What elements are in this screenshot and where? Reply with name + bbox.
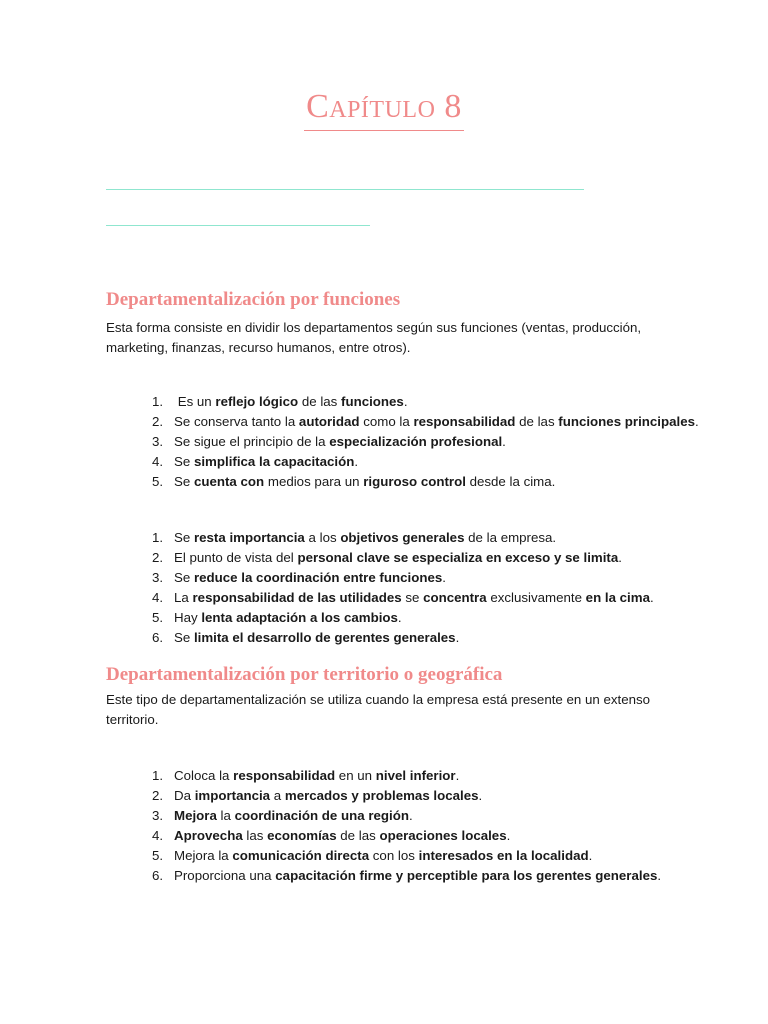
list-item [152, 432, 699, 452]
list-item-text: Da [174, 788, 195, 803]
chapter-title-block [0, 88, 768, 131]
list-item-number: 4. [152, 828, 164, 843]
list-item [152, 392, 699, 412]
divider-line-long [106, 189, 584, 190]
list-item-text: a los [304, 530, 341, 545]
emphasis-text: funciones [341, 394, 404, 409]
list-item-number: 1. [152, 530, 164, 545]
list-item-number: 1. [152, 394, 164, 409]
list-item-text: exclusivamente [486, 590, 586, 605]
emphasis-text: funciones principales [558, 414, 695, 429]
list-advantages-funciones [152, 392, 699, 492]
emphasis-text: comunicación directa [232, 848, 370, 863]
emphasis-text: limita el desarrollo de gerentes generales [193, 630, 456, 645]
list-item-number: 2. [152, 788, 164, 803]
list-item-text: . [649, 590, 654, 605]
emphasis-text: en la cima [585, 590, 650, 605]
list-item [152, 568, 654, 588]
emphasis-text: mercados y problemas locales [284, 788, 479, 803]
list-item-text: El punto de vista del [174, 550, 298, 565]
list-item-text: Se [174, 454, 194, 469]
list-item-text: Se [174, 530, 194, 545]
list-item-number: 2. [152, 414, 164, 429]
emphasis-text: resta importancia [193, 530, 305, 545]
list-item-text: con los [369, 848, 419, 863]
list-item-text: La [174, 590, 193, 605]
emphasis-text: autoridad [298, 414, 360, 429]
list-item [152, 826, 661, 846]
section-heading-territorio: Departamentalización por territorio o geográfica [106, 664, 503, 685]
list-item-number: 3. [152, 434, 164, 449]
emphasis-text: especialización profesional [329, 434, 503, 449]
emphasis-text: responsabilidad [233, 768, 336, 783]
list-item-number: 5. [152, 848, 164, 863]
intro-line: Esta forma consiste en dividir los departamentos según sus funciones (ventas, producción, [106, 320, 642, 335]
emphasis-text: riguroso control [363, 474, 466, 489]
list-item-text: Proporciona una [174, 868, 276, 883]
emphasis-text: Mejora [174, 808, 217, 823]
list-item-text: la [216, 808, 235, 823]
list-item-number: 2. [152, 550, 164, 565]
list-item-text: . [397, 610, 402, 625]
divider-line-short [106, 225, 370, 226]
section-intro-funciones [106, 318, 666, 358]
list-item-text: las [242, 828, 268, 843]
list-item-text: . [618, 550, 622, 565]
list-item-text: Se [174, 570, 194, 585]
list-item-text: . [657, 868, 662, 883]
intro-line: marketing, finanzas, recurso humanos, entre otros). [106, 340, 411, 355]
list-disadvantages-funciones [152, 528, 654, 648]
emphasis-text: operaciones locales [379, 828, 507, 843]
list-item [152, 608, 654, 628]
list-item-text: en un [335, 768, 376, 783]
section-heading-funciones: Departamentalización por funciones [106, 289, 401, 310]
list-item-text: . [442, 570, 446, 585]
list-item [152, 846, 661, 866]
list-item [152, 452, 699, 472]
emphasis-text: coordinación de una región [234, 808, 409, 823]
list-item-number: 4. [152, 454, 164, 469]
emphasis-text: personal clave se especializa en exceso y se limita [297, 550, 619, 565]
list-item-text: como la [359, 414, 414, 429]
emphasis-text: interesados en la localidad [418, 848, 589, 863]
list-item-number: 3. [152, 570, 164, 585]
list-item-text: de las [336, 828, 380, 843]
list-item [152, 806, 661, 826]
list-advantages-territorio [152, 766, 661, 886]
list-item [152, 412, 699, 432]
list-item-text: de la empresa. [464, 530, 557, 545]
list-item-text: . [502, 434, 506, 449]
list-item-text: . [408, 808, 413, 823]
chapter-title: Capítulo 8 [304, 88, 464, 131]
list-item-text: se [401, 590, 424, 605]
list-item-text: Mejora la [174, 848, 233, 863]
list-item-text: . [354, 454, 359, 469]
emphasis-text: Aprovecha [174, 828, 243, 843]
list-item [152, 588, 654, 608]
list-item-number: 6. [152, 868, 164, 883]
emphasis-text: responsabilidad de las utilidades [192, 590, 402, 605]
emphasis-text: importancia [194, 788, 271, 803]
list-item [152, 528, 654, 548]
emphasis-text: economías [267, 828, 337, 843]
emphasis-text: capacitación firme y perceptible para los gerentes generales [275, 868, 658, 883]
emphasis-text: lenta adaptación a los cambios [201, 610, 398, 625]
list-item [152, 766, 661, 786]
emphasis-text: objetivos generales [340, 530, 465, 545]
emphasis-text: simplifica la capacitación [193, 454, 355, 469]
list-item-text: de las [298, 394, 342, 409]
list-item-text: . [403, 394, 408, 409]
list-item-text: . [478, 788, 483, 803]
list-item-text: . [455, 630, 460, 645]
list-item-number: 5. [152, 474, 164, 489]
list-item-text: Se conserva tanto la [174, 414, 299, 429]
list-item-text: desde la cima. [465, 474, 556, 489]
list-item-text: Se sigue el principio de la [174, 434, 330, 449]
list-item-text: . [588, 848, 593, 863]
list-item-number: 1. [152, 768, 164, 783]
list-item-text: . [695, 414, 699, 429]
emphasis-text: cuenta con [193, 474, 265, 489]
list-item-text: Coloca la [174, 768, 234, 783]
emphasis-text: concentra [423, 590, 487, 605]
list-item-number: 6. [152, 630, 164, 645]
list-item [152, 472, 699, 492]
list-item-text: . [455, 768, 460, 783]
section-intro-territorio [106, 690, 666, 730]
list-item [152, 628, 654, 648]
list-item [152, 548, 654, 568]
list-item-number: 4. [152, 590, 164, 605]
list-item-text: a [270, 788, 285, 803]
list-item-number: 5. [152, 610, 164, 625]
list-item-text: Hay [174, 610, 202, 625]
list-item-text: medios para un [264, 474, 364, 489]
list-item [152, 866, 661, 886]
emphasis-text: reduce la coordinación entre funciones [193, 570, 443, 585]
list-item-text: . [506, 828, 511, 843]
list-item [152, 786, 661, 806]
list-item-text: de las [515, 414, 559, 429]
list-item-text: Se [174, 474, 194, 489]
list-item-number: 3. [152, 808, 164, 823]
emphasis-text: reflejo lógico [215, 394, 299, 409]
list-item-text: Se [174, 630, 194, 645]
emphasis-text: nivel inferior [375, 768, 456, 783]
list-item-text: Es un [174, 394, 216, 409]
emphasis-text: responsabilidad [413, 414, 516, 429]
intro-line: Este tipo de departamentalización se utiliza cuando la empresa está presente en un extenso [106, 692, 651, 707]
intro-line: territorio. [106, 712, 159, 727]
